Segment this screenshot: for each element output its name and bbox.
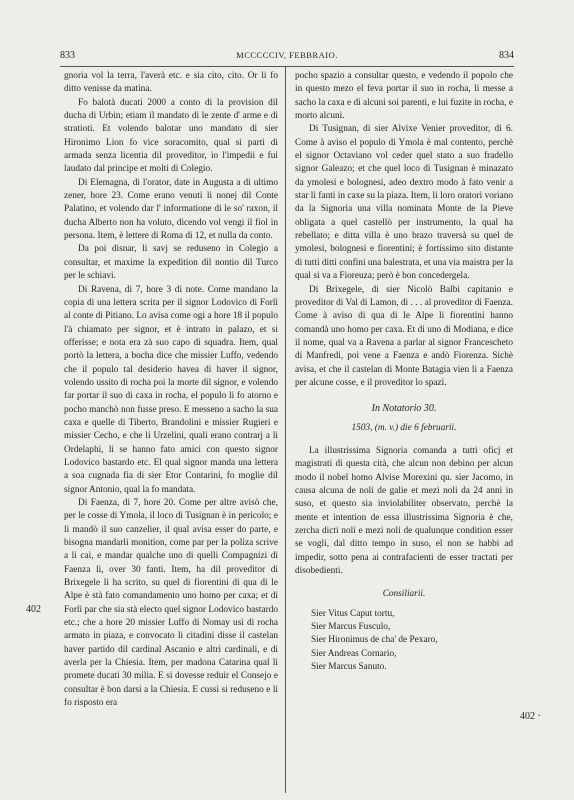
paragraph: Fo balotà ducati 2000 a conto di la provision dil ducha di Urbin; etiam il mandato di le zente d' arme e di stratioti. Et volendo balotar uno mandato di sier Hironimo Lion fo vice soracomito, qual si parti di armada senza licentia dil proveditor, io l'impedii e fui laudato dal principe et molti di Colegio. xyxy=(64,97,278,175)
running-header xyxy=(60,50,514,64)
signatory: Sier Vitus Caput tortu, xyxy=(311,608,395,619)
paragraph: Da poi disnar, li savj se reduseno in Colegio a consultar, et maxime la expedition dil nontio dil Turco per le schiavi. xyxy=(64,244,278,282)
paragraph: pocho spazio a consultar questo, e vedendo il popolo che in questo mezo el feva portar il suo in rocha, li messe a sacho la caxa e di alcuni soi parenti, e lui fuzite in rocha, e morto alcuni. xyxy=(295,71,513,122)
signatory: Sier Andreas Cornario, xyxy=(311,648,397,659)
section-date: 1503, (m. v.) die 6 februarii. xyxy=(351,422,457,433)
header-rule xyxy=(60,66,514,67)
signatory: Sier Marcus Sanuto. xyxy=(311,662,387,673)
paragraph: Di Ravena, di 7, hore 3 di note. Come mandano la copia di una lettera scrita per il signor Lodovico di Forlì al conte di Pitiano. Lo avisa come ogi a hore 18 il populo l'à chiamato per signor, et è intrato in palazo, et si offerisse; e nota era zà suo capo di squadra. Item, qual portò la lettera, a bocha dice che missier Luffo, vedendo che il populo tal desiderio havea di haver il signor, volendo ussito di rocha poi la morte dil signor, e volendo far portar il suo di caxa in rocha, el populo li fo atorno e pocho manchò non fusse preso. E messeno a sacho la sua caxa e quelle di Tiberto, Brandolini e missier Rugieri e missier Cecho, e che li Urzelini, quali erano contrarj a li Ordelaphi, li se hanno fato amici con questo signor Lodovico bastardo etc. El qual signor manda una lettera a soa cugnada fia di sier Etor Contarini, fo moglie dil signor Antonio, qual la fo mandata. xyxy=(64,284,278,495)
paragraph: Di Tusignan, di sier Alvixe Venier proveditor, di 6. Come à aviso el populo di Ymola è mal contento, perchè el signor Octaviano vol ceder quel stato a suo fradello signor Galeazo; et che quel loco di Tusignan è minazato da ymolesi e bolognesi, adeo dextro modo à fato venir a star lì fanti in caxe su la piaza. Item, li loro oratori voriano da la Signoria una villa nominata Monte de la Pieve obligata a quel castellò per instrumento, la qual ha rebellato; e ditta villa è uno brazo traversà su quel de ymolesi, bolognesi e fiorentini; è fortissimo sito distante di tutti ditti confini una balestrata, et una via maistra per la qual si va a Fioreuza; però è bon concedergela. xyxy=(295,124,513,282)
signatory: Sier Marcus Fusculo, xyxy=(311,622,391,633)
signatory: Sier Hironimus de cha' de Pexaro, xyxy=(311,635,438,646)
decree-paragraph: La illustrissima Signoria comanda a tutti oficj et magistrati di questa cità, che alcun non debino per alcun modo il nobel homo Alvise Morexini qu. sier Jacomo, in causa alcuna de noli de galie et mezi noli da 24 anni in suso, et questo sia inviolabiliter observato, perchè la mente et intention de essa illustrissima Signoria è che, zercha dicti noli e mezi noli de qualunque condition esser se vogli, dal ditto tempo in suso, el non se habbi ad impedir, sotto pena ai contrafacienti de esser tractati per disobedienti. xyxy=(295,445,513,577)
paragraph: gnoria vol la terra, l'averà etc. e sia cito, cito. Or li fo ditto venisse da matina. xyxy=(64,71,278,95)
margin-number-right: 402 · xyxy=(520,711,541,722)
paragraph: Di Brixegele, di sier Nicolò Balbi capitanio e proveditor di Val di Lamon, di . . . al proveditor di Faenza. Come à aviso di qua di le Alpe li fiorentini hanno comandà uno homo per caxa. Et di uno di Modiana, e dice il nome, qual va a Ravena a parlar al signor Francescheto di Manfredi, poi vene a Faenza e andò Fiorenza. Sichè avisa, et che il castelan di Monte Batagia vien lì a Faenza per alcune cosse, e il proveditor lo spazi. xyxy=(295,284,513,388)
paragraph: Di Faenza, di 7, hore 20. Come per altre avisò che, per le cosse di Ymola, il loco di Tusignan è in pericolo; e li mandò il suo canzelier, il qual avisa esser do parte, e bisogna mandarli monition, come par per la poliza scrive a li cai, e mandar qualche uno di quelli Compagnizi di Faenza li, over 30 fanti. Item, ha dil proveditor di Brixegele li ha scrito, su quel di fiorentini di qua di le Alpe è stà fato comandamento uno homo per caxa; et di Forlì par che sia stà electo quel signor Lodovico bastardo etc.; che a hore 20 missier Luffo di Nomay usì di rocha armato in piaza, e convocato li citadini disse il castelan haver partido dil cardinal Ascanio e altri cardinali, e di averla per la Chiesia. Item, per madona Catarina qual li promete ducati 30 milia. E si dovesse reduir el Consejo e consultar è bon darsi a la Chiesia. E cussì si reduseno e li fo risposto era xyxy=(64,498,278,709)
left-column xyxy=(64,70,278,711)
page-number-right: 834 xyxy=(499,50,514,61)
margin-number-left: 402 xyxy=(26,604,41,615)
page-number-left: 833 xyxy=(60,50,75,61)
consiliarii-title: Consiliarii. xyxy=(382,589,426,600)
running-title: MCCCCCIV, FEBBRAIO. xyxy=(236,50,338,60)
right-column xyxy=(295,70,513,674)
paragraph: Di Elemagna, di l'orator, date in Augusta a di ultimo zener, hore 23. Come erano venuti li nonej dil Conte Palatino, et volendo dar l' informatione di le so' raxon, il ducha Alberto non ha voluto, dicendo vol vengi il fiol in persona. Item, è lettere di Roma di 12, et nulla da conto. xyxy=(64,177,278,242)
section-title: In Notatorio 30. xyxy=(371,403,437,415)
column-divider xyxy=(285,67,286,793)
